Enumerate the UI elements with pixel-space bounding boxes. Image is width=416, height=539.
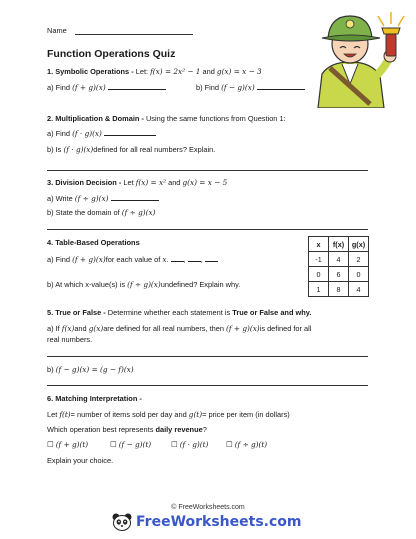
q4a-blank-1[interactable] [171, 254, 184, 262]
table-header-cell: x [309, 237, 329, 252]
q6-line-1: Let f(t)= number of items sold per day and g(t)= price per item (in dollars) [47, 410, 290, 419]
q4a-blank-3[interactable] [205, 254, 218, 262]
q1b-answer-blank[interactable] [257, 82, 305, 90]
q6-option-1[interactable]: ☐ (f − g)(t) [110, 440, 152, 449]
q3-heading: 3. Division Decision - [47, 178, 124, 187]
table-header-cell: f(x) [329, 237, 349, 252]
checkbox-icon[interactable]: ☐ [226, 440, 233, 449]
q4a-blank-2[interactable] [188, 254, 201, 262]
q2-heading-line: 2. Multiplication & Domain - Using the same functions from Question 1: [47, 114, 286, 123]
table-cell: 1 [309, 282, 329, 297]
table-cell: 0 [349, 267, 369, 282]
mascot-illustration [300, 4, 412, 108]
q3b-answer-line[interactable] [47, 229, 368, 230]
q3-part-a: a) Write (f ÷ g)(x) [47, 193, 159, 203]
checkbox-icon[interactable]: ☐ [110, 440, 117, 449]
q1a-answer-blank[interactable] [108, 82, 166, 90]
q2-heading: 2. Multiplication & Domain - [47, 114, 146, 123]
table-cell: 4 [349, 282, 369, 297]
q1-heading: 1. Symbolic Operations - [47, 67, 136, 76]
q3a-answer-blank[interactable] [111, 193, 159, 201]
table-cell: 2 [349, 252, 369, 267]
q5b-answer-line[interactable] [47, 385, 368, 386]
table-header-row [309, 237, 369, 252]
q1-f-definition: f(x) = 2x² − 1 [150, 67, 201, 76]
table-row [309, 252, 369, 267]
q2a-answer-blank[interactable] [104, 128, 156, 136]
q1-part-a: a) Find (f + g)(x) [47, 82, 166, 92]
footer-brand[interactable]: FreeWorksheets.com [136, 514, 302, 530]
table-cell: 0 [309, 267, 329, 282]
q2b-answer-line[interactable] [47, 170, 368, 171]
footer-copyright: © FreeWorksheets.com [171, 504, 245, 511]
q6-option-3[interactable]: ☐ (f ÷ g)(t) [226, 440, 268, 449]
table-row [309, 267, 369, 282]
table-cell: 4 [329, 252, 349, 267]
q5-heading-line: 5. True or False - Determine whether each statement is True or False and why. [47, 308, 312, 317]
q2-part-b: b) Is (f · g)(x)defined for all real numbers? Explain. [47, 145, 216, 154]
table-row [309, 282, 369, 297]
q5-part-a: a) If f(x)and g(x)are defined for all real numbers, then (f + g)(x)is defined for all [47, 324, 312, 333]
panda-logo-icon [112, 513, 132, 531]
q1-g-definition: g(x) = x − 3 [216, 67, 262, 76]
q5a-answer-line[interactable] [47, 356, 368, 357]
function-value-table [308, 236, 369, 297]
q6-option-0[interactable]: ☐ (f + g)(t) [47, 440, 89, 449]
q5-part-a-cont: real numbers. [47, 335, 93, 344]
q4-heading: 4. Table-Based Operations [47, 238, 140, 247]
q6-explain: Explain your choice. [47, 456, 114, 465]
q6-heading: 6. Matching Interpretation - [47, 394, 142, 403]
checkbox-icon[interactable]: ☐ [47, 440, 54, 449]
table-cell: 6 [329, 267, 349, 282]
table-cell: -1 [309, 252, 329, 267]
q1-part-b: b) Find (f − g)(x) [196, 82, 305, 92]
q6-option-2[interactable]: ☐ (f · g)(t) [171, 440, 209, 449]
q4-part-b: b) At which x-value(s) is (f ÷ g)(x)undefined? Explain why. [47, 280, 241, 289]
q1-heading-line: 1. Symbolic Operations - Let: f(x) = 2x² − 1 and g(x) = x − 3 [47, 67, 262, 76]
checkbox-icon[interactable]: ☐ [171, 440, 178, 449]
table-header-cell: g(x) [349, 237, 369, 252]
q3-heading-line: 3. Division Decision - Let f(x) = x² and g(x) = x − 5 [47, 178, 228, 187]
q2-part-a: a) Find (f · g)(x) [47, 128, 156, 138]
name-label: Name [47, 26, 67, 35]
name-field-line[interactable] [75, 34, 193, 35]
table-cell: 8 [329, 282, 349, 297]
q4-part-a: a) Find (f + g)(x)for each value of x. , , [47, 254, 218, 264]
page-title: Function Operations Quiz [47, 48, 176, 60]
q5-heading: 5. True or False - [47, 308, 108, 317]
q6-line-2: Which operation best represents daily revenue? [47, 425, 207, 434]
q5-part-b: b) (f − g)(x) = (g − f)(x) [47, 365, 134, 374]
q3-part-b: b) State the domain of (f ÷ g)(x) [47, 208, 156, 217]
